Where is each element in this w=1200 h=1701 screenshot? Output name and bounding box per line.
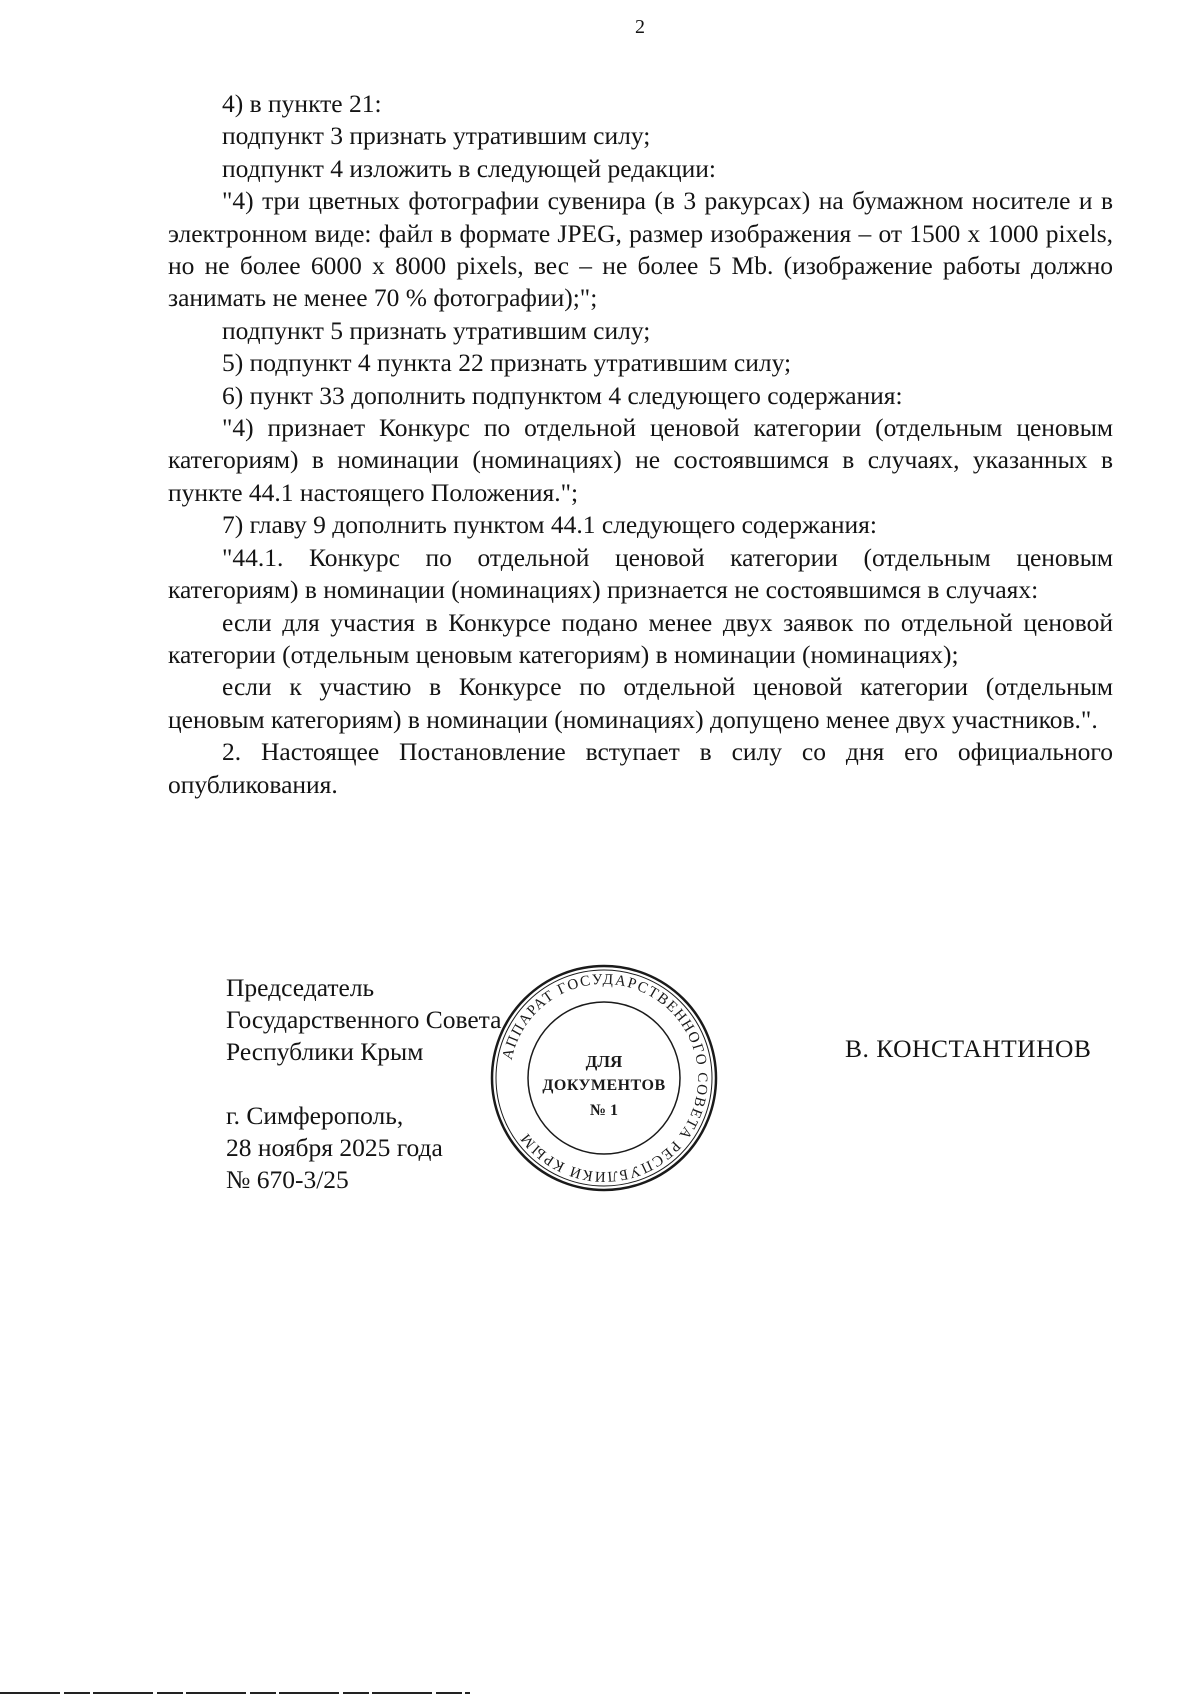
page-number: 2 [635, 16, 645, 38]
official-seal [488, 962, 720, 1194]
signatory-title-line: Республики Крым [226, 1037, 424, 1066]
paragraph: 7) главу 9 дополнить пунктом 44.1 следующего содержания: [222, 510, 877, 540]
document-date: 28 ноября 2025 года [226, 1133, 443, 1162]
signatory-name: В. КОНСТАНТИНОВ [845, 1034, 1092, 1063]
seal-line-1: ДЛЯ [585, 1052, 623, 1071]
paragraph: если для участия в Конкурсе подано менее двух заявок по отдельной ценовой категории (отдельным ценовым категориям) в номинации (номинациях); [168, 607, 1113, 669]
document-number: № 670-3/25 [226, 1165, 349, 1194]
seal-line-3: № 1 [589, 1102, 619, 1119]
document-place-date [226, 1100, 443, 1196]
paragraph: "4) три цветных фотографии сувенира (в 3 ракурсах) на бумажном носителе и в электронном виде: файл в формате JPEG, размер изображения – от 1500 х 1000 pixels, но не более 6000 х 8000 pixels, вес – не более 5 Mb. (изображение работы должно занимать не менее 70 % фотографии);"; [168, 186, 1113, 313]
paragraph: подпункт 4 изложить в следующей редакции: [222, 153, 716, 183]
signatory-title-line: Государственного Совета [226, 1005, 502, 1034]
bottom-scan-line [0, 1692, 470, 1694]
paragraph: подпункт 3 признать утратившим силу; [222, 121, 651, 151]
signatory-title [226, 972, 501, 1068]
document-body [168, 88, 1113, 801]
paragraph: "44.1. Конкурс по отдельной ценовой категории (отдельным ценовым категориям) в номинации (номинациях) признается не состоявшимся в случаях: [168, 542, 1113, 605]
paragraph: 6) пункт 33 дополнить подпунктом 4 следующего содержания: [222, 380, 903, 410]
paragraph: 5) подпункт 4 пункта 22 признать утратившим силу; [222, 348, 792, 378]
paragraph: 2. Настоящее Постановление вступает в силу со дня его официального опубликования. [168, 737, 1113, 799]
seal-outer-text: АППАРАТ ГОСУДАРСТВЕННОГО СОВЕТА РЕСПУБЛИКИ КРЫМ [499, 971, 711, 1185]
paragraph: если к участию в Конкурсе по отдельной ценовой категории (отдельным ценовым категориям) в номинации (номинациях) допущено менее двух участников.". [168, 672, 1113, 734]
document-city: г. Симферополь, [226, 1101, 404, 1130]
paragraph: "4) признает Конкурс по отдельной ценовой категории (отдельным ценовым категориям) в номинации (номинациях) не состоявшимся в случаях, указанных в пункте 44.1 настоящего Положения."; [168, 413, 1113, 507]
paragraph: 4) в пункте 21: [222, 89, 382, 118]
paragraph: подпункт 5 признать утратившим силу; [222, 315, 651, 345]
signatory-title-line: Председатель [226, 973, 375, 1002]
seal-line-2: ДОКУМЕНТОВ [542, 1077, 666, 1094]
